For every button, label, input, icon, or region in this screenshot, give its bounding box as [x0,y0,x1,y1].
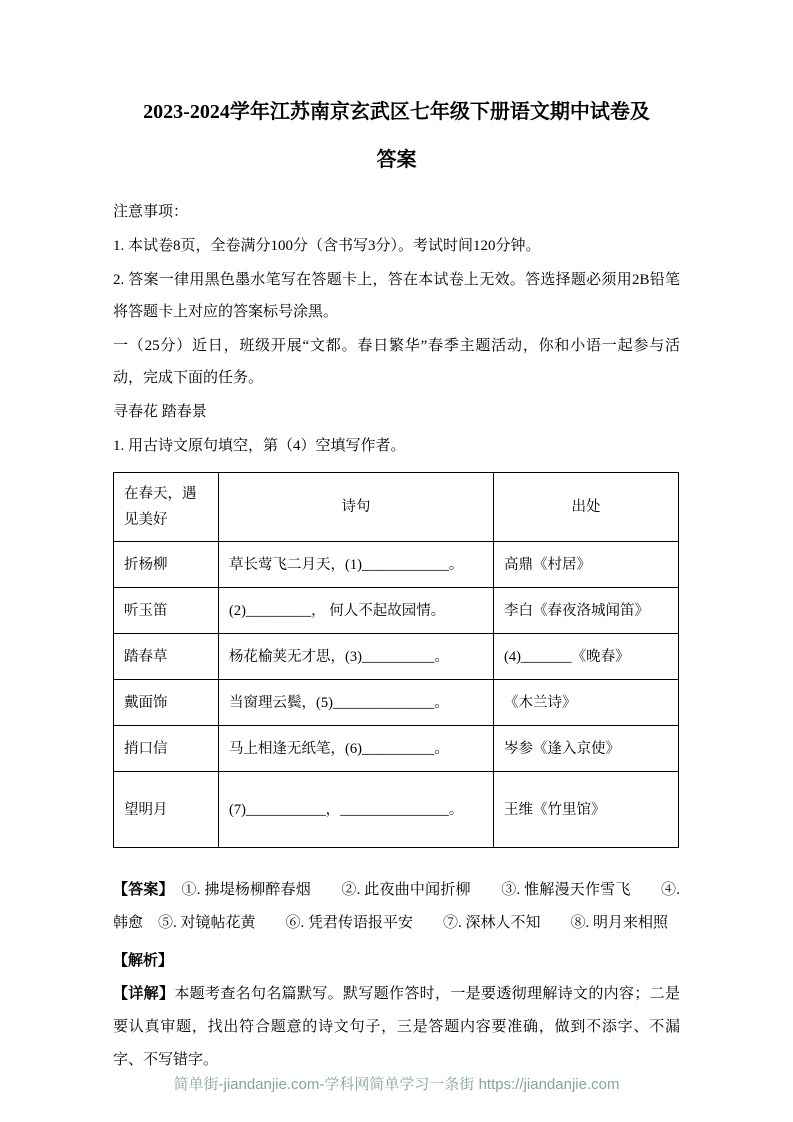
analysis-heading: 【解析】 [113,953,174,969]
question-1-prompt: 1. 用古诗文原句填空，第（4）空填写作者。 [113,438,406,454]
table-cell-verse: 草长莺飞二月天，(1)____________。 [219,542,494,588]
notice-item-1: 1. 本试卷8页，全卷满分100分（含书写3分）。考试时间120分钟。 [113,238,541,254]
notice-item-2: 2. 答案一律用黑色墨水笔写在答题卡上，答在本试卷上无效。答选择题必须用2B铅笔将答题卡上对应的答案标号涂黑。 [113,272,680,320]
section-intro: 一（25分）近日，班级开展“文都。春日繁华”春季主题活动，你和小语一起参与活动，完成下面的任务。 [113,338,680,386]
table-row [114,634,679,680]
table-cell-source: 王维《竹里馆》 [494,772,679,848]
footer-text: 简单街-jiandanjie.com-学科网简单学习一条街 [173,1076,479,1093]
table-row [114,680,679,726]
table-header-row [114,473,679,542]
detail-label: 【详解】 [113,986,175,1002]
notice-heading: 注意事项： [113,204,189,220]
detail-body: 本题考查名句名篇默写。默写题作答时，一是要透彻理解诗文的内容；二是要认真审题，找出符合题意的诗文句子，三是答题内容要准确，做到不添字、不漏字、不写错字。 [113,986,680,1068]
document-title-line1: 2023-2024学年江苏南京玄武区七年级下册语文期中试卷及 [143,101,650,123]
table-cell-source: 李白《春夜洛城闻笛》 [494,588,679,634]
table-cell-theme: 折杨柳 [114,542,219,588]
detail-paragraph [113,978,680,1077]
table-header-theme: 在春天，遇见美好 [114,473,219,542]
table-row [114,542,679,588]
table-cell-source: (4)_______《晚春》 [494,634,679,680]
table-cell-theme: 捎口信 [114,726,219,772]
table-cell-theme: 望明月 [114,772,219,848]
table-cell-source: 岑参《逢入京使》 [494,726,679,772]
table-cell-source: 高鼎《村居》 [494,542,679,588]
footer-link[interactable]: https://jiandanjie.com [478,1076,620,1093]
table-cell-theme: 听玉笛 [114,588,219,634]
table-cell-verse: 当窗理云鬓，(5)______________。 [219,680,494,726]
table-row [114,726,679,772]
table-cell-theme: 踏春草 [114,634,219,680]
answer-label: 【答案】 [113,882,167,898]
table-cell-source: 《木兰诗》 [494,680,679,726]
page-footer [0,1073,793,1094]
table-cell-theme: 戴面饰 [114,680,219,726]
table-header-verse: 诗句 [219,473,494,542]
table-cell-verse: (7)___________，_______________。 [219,772,494,848]
table-header-source: 出处 [494,473,679,542]
table-cell-verse: 杨花榆荚无才思，(3)__________。 [219,634,494,680]
document-title [113,88,680,184]
poem-fill-in-table [113,472,679,848]
table-row [114,588,679,634]
document-title-line2: 答案 [376,149,417,171]
answer-body: ①. 拂堤杨柳醉春烟 ②. 此夜曲中闻折柳 ③. 惟解漫天作雪飞 ④. 韩愈 ⑤. 对镜帖花黄 ⑥. 凭君传语报平安 ⑦. 深林人不知 ⑧. 明月来相照 [113,882,680,931]
table-row [114,772,679,848]
answer-paragraph [113,874,680,940]
table-cell-verse: (2)_________， 何人不起故园情。 [219,588,494,634]
table-cell-verse: 马上相逢无纸笔，(6)__________。 [219,726,494,772]
activity-heading: 寻春花 踏春景 [113,404,207,420]
